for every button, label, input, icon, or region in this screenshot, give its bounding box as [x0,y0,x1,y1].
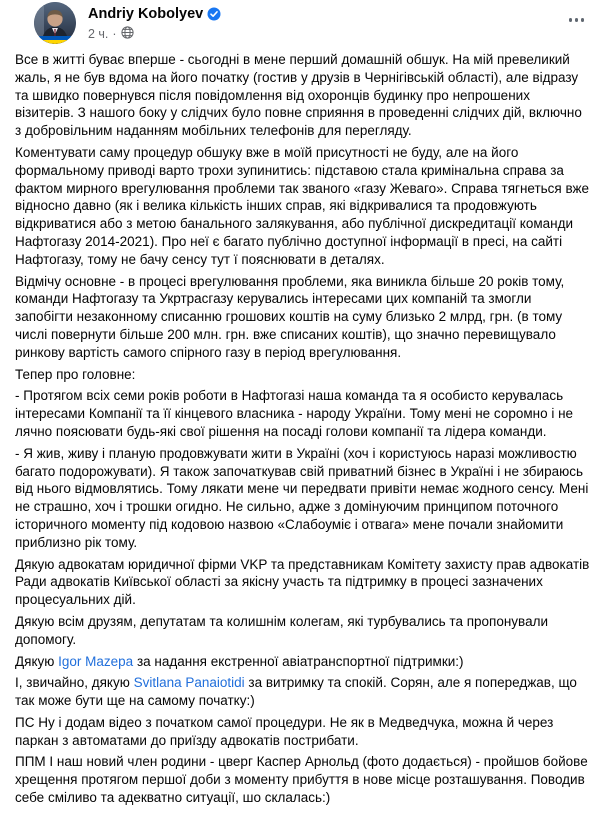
post-body [0,48,604,807]
post-paragraph: Відмічу основне - в процесі врегулювання проблеми, яка виникла більше 20 років тому, команди Нафтогазу та Укртрасгазу керувались інтересами цих компаній та змогли запобігти незаконному списанню грошових коштів на суму близько 2 млрд, грн. (в тому числі повернути більше 200 млн. грн. вже списаних коштів), що значно перевищувало ринкову вартість самого спірного газу в період врегулювання. [15,273,565,360]
post-paragraph: Дякую адвокатам юридичної фірми VKP та представникам Комітету захисту прав адвокатів Ради адвокатів Київської області за якісну участь та підтримку в процесі зазначених процесуальних дій. [15,556,590,608]
post-paragraph: - Я жив, живу і планую продовжувати жити в Україні (хоч і користуюсь наразі можливостю багато подорожувати). Я також започаткував свій приватний бізнес в Україні і не збираюсь від нього відмовлятись. Тому лякати мене чи передвати привіти немає жодного сенсу. Мені не страшно, хоч і трошки огидно. Не сильно, адже з домінуючим принципом поточного історичного моменту під кодовою назвою «Слабоуміє і отвага» мене почали знайомити приблизно рік тому. [15,445,589,550]
post-header-meta [88,5,221,43]
post-paragraph [15,674,590,710]
post-paragraph: ПС Ну і додам відео з початком самої процедури. Не як в Медведчука, можна й через паркан з автоматами до приїзду адвокатів пострибати. [15,714,554,748]
paragraph-text: за витримку та спокій. Сорян, але я попереджав, що так може бути ще на самому початку:) [15,675,577,709]
verified-badge-icon [207,7,221,21]
post-timestamp[interactable]: 2 ч. [88,27,109,41]
paragraph-text: І, звичайно, дякую [15,675,134,691]
meta-separator: · [112,27,117,41]
post-paragraph: - Протягом всіх семи років роботи в Нафтогазі наша команда та я особисто керувалась інтересами Компанії та її кінцевого власника - народу України. Тому мені не соромно і не лячно поясювати будь-які свої рішення на посаді голови компанії та лідера команди. [15,388,574,439]
author-name[interactable]: Andriy Kobolyev [88,6,204,22]
post-paragraph [15,653,590,671]
avatar[interactable] [34,2,76,44]
paragraph-text: Дякую [15,653,59,669]
post-paragraph: ППМ І наш новий член родини - цверг Каспер Арнольд (фото додається) - пройшов бойове хрещення протягом першої доби з моменту прибуття в нове місце розташування. Поводив себе сміливо та адекватно ситуації, шо склалась:) [15,754,588,806]
post-meta-row [88,26,221,43]
avatar-photo [34,2,76,44]
post-paragraph: Все в житті буває вперше - сьогодні в мене перший домашній обшук. На мій превеликий жаль, я не був вдома на його початку (гостив у друзів в Чернігівській області), але відразу та швидко повернувся після повідомлення від охоронців будинку про непрошених візитерів. З нашого боку у слідчих було повне сприяння в проведенні слідчих дій, включно з добровільним наданням мобільних телефонів для перегляду. [15,52,582,139]
globe-icon [121,26,134,43]
post-header [0,0,604,48]
paragraph-text: за надання екстренної авіатранспортної підтримки:) [133,653,464,669]
more-options-button[interactable] [563,8,591,32]
post-paragraph: Дякую всім друзям, депутатам та колишнім колегам, які турбувались та пропонували допомогу. [15,613,548,647]
ellipsis-icon [569,18,573,22]
post-paragraph: Коментувати саму процедур обшуку вже в моїй присутності не буду, але на його формальному приводі варто трохи зупинитись: підставою стала кримінальна справа за фактом мирного врегулювання проблеми так званого «газу Жеваго». Справа тягнеться вже відносно давно (як і велика кількість інших справ, які відкривалися та продовжують відкриватися або з метою банального залякування, або публічної дискредитації команди Нафтогазу 2014-2021). Про неї є багато публічно доступної інформації в пресі, на сайті Нафтогазу, тому не бачу сенсу тут ї пояснювати в деталях. [15,144,590,267]
post-paragraph: Тепер про головне: [15,366,136,382]
profile-link-svitlana-panaiotidi[interactable]: Svitlana Panaiotidi [133,675,245,691]
profile-link-igor-mazepa[interactable]: Igor Mazepa [58,653,134,669]
